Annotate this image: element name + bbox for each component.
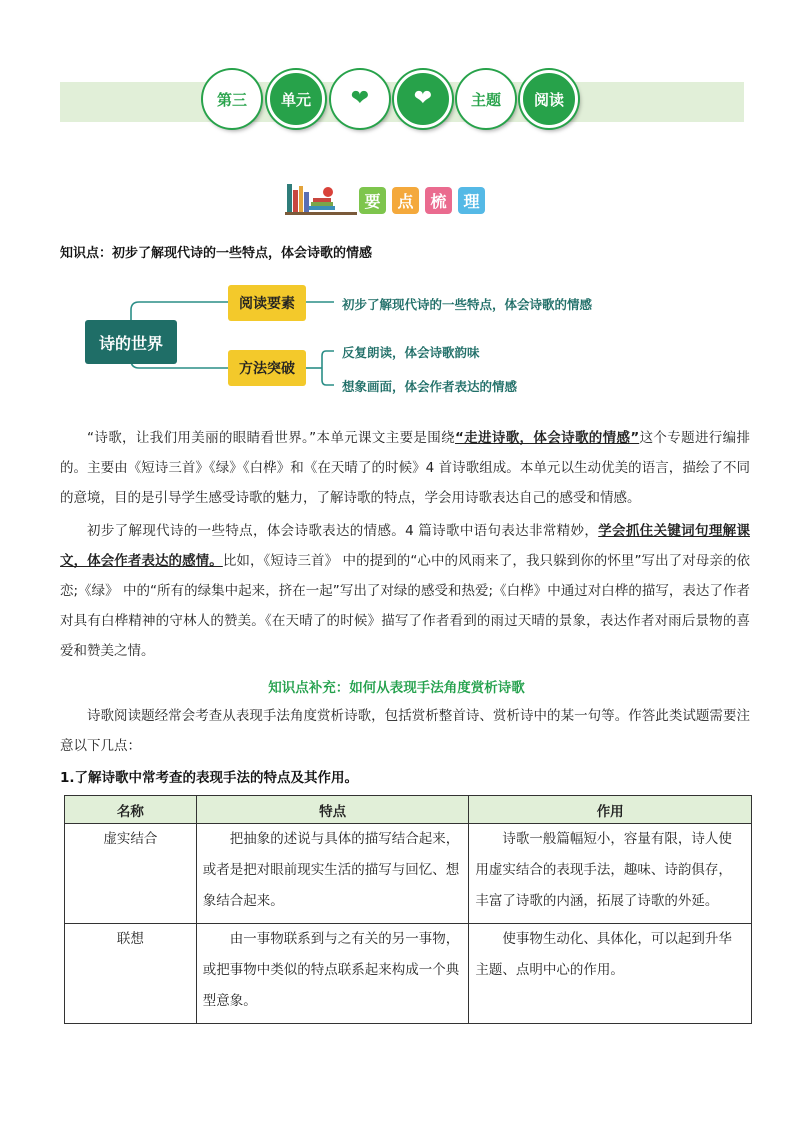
table-header-row <box>65 796 752 824</box>
table-header: 作用 <box>469 796 752 824</box>
table-header: 名称 <box>65 796 197 824</box>
cell-text: 诗歌一般篇幅短小，容量有限，诗人使用虚实结合的表现手法，趣味、诗韵俱存，丰富了诗歌的内涵，拓展了诗歌的外延。 <box>475 831 732 909</box>
cell-text: 把抽象的述说与具体的描写结合起来，或者是把对眼前现实生活的描写与回忆、想象结合起来。 <box>202 831 460 909</box>
banner-circle-heart <box>331 70 389 128</box>
banner-circle-unit-number <box>203 70 261 128</box>
cell-text: 使事物生动化、具体化，可以起到升华主题、点明中心的作用。 <box>475 931 732 978</box>
text: “诗歌，让我们用美丽的眼睛看世界。”本单元课文主要是围绕 <box>87 430 455 446</box>
table-row <box>65 924 752 1024</box>
tile-char: 梳 <box>430 192 447 211</box>
mindmap-branch-reading-elements: 阅读要素 <box>228 285 306 321</box>
table-row <box>65 824 752 924</box>
table-cell-effect <box>469 824 752 924</box>
tile-3 <box>425 187 452 214</box>
table-header: 特点 <box>196 796 469 824</box>
banner-circle-theme <box>457 70 515 128</box>
tile-char: 理 <box>463 192 480 211</box>
supplement-paragraph: 诗歌阅读题经常会考查从表现手法角度赏析诗歌，包括赏析整首诗、赏析诗中的某一句等。作答此类试题需要注意以下几点： <box>60 708 750 754</box>
table-cell-feature <box>196 824 469 924</box>
sub-heading: 1.了解诗歌中常考查的表现手法的特点及其作用。 <box>60 770 359 786</box>
tile-char: 要 <box>364 192 381 211</box>
tile-char: 点 <box>397 192 414 211</box>
mindmap-leaf: 初步了解现代诗的一些特点，体会诗歌的情感 <box>342 297 593 312</box>
banner-circle-heart <box>394 70 452 128</box>
banner-circle-reading <box>520 70 578 128</box>
intro-paragraph-1 <box>60 423 750 513</box>
table-cell-feature <box>196 924 469 1024</box>
books-icon <box>285 180 357 216</box>
tile-2 <box>392 187 419 214</box>
cell-text: 由一事物联系到与之有关的另一事物，或把事物中类似的特点联系起来构成一个典型意象。 <box>202 931 460 1009</box>
knowledge-heading: 知识点：初步了解现代诗的一些特点，体会诗歌的情感 <box>60 246 373 261</box>
tile-1 <box>359 187 386 214</box>
banner-text: 单元 <box>280 90 311 109</box>
banner-text: 主题 <box>470 90 501 109</box>
table-cell-effect <box>469 924 752 1024</box>
heart-icon: ❤ <box>350 86 370 111</box>
mindmap-branch-method: 方法突破 <box>228 350 306 386</box>
banner-text: 第三 <box>216 90 247 109</box>
text: 比如，《短诗三首》 中的提到的“心中的风雨来了，我只躲到你的怀里”写出了对母亲的依恋;《绿》 中的“所有的绿集中起来，挤在一起”写出了对绿的感受和热爱;《白桦》中通过对白桦的描写，表达了作者对具有白桦精神的守林人的赞美。《在天晴了的时候》描写了作者看到的雨过天晴的景象，表达作者对雨后景物的喜爱和赞美之情。 <box>60 553 751 659</box>
intro-paragraph-2 <box>60 516 750 666</box>
emphasis-text: 学会抓住关键词句理解课文，体会作者表达的感情。 <box>60 523 750 569</box>
mindmap-leaf: 想象画面，体会作者表达的情感 <box>342 379 518 394</box>
tile-4 <box>458 187 485 214</box>
text: 这个专题进行编排的。主要由《短诗三首》《绿》《白桦》和《在天晴了的时候》4 首诗歌组成。本单元以生动优美的语言，描绘了不同的意境，目的是引导学生感受诗歌的魅力，了解诗歌的特点，学会用诗歌表达自己的感受和情感。 <box>60 430 750 506</box>
banner-circle-unit <box>267 70 325 128</box>
emphasis-text: “走进诗歌，体会诗歌的情感” <box>454 430 640 446</box>
techniques-table <box>64 795 752 1024</box>
mindmap-leaf: 反复朗读，体会诗歌韵味 <box>342 345 480 360</box>
supplement-title: 知识点补充：如何从表现手法角度赏析诗歌 <box>268 680 525 696</box>
banner-text: 阅读 <box>533 90 564 109</box>
table-cell-name: 联想 <box>65 924 197 1024</box>
mindmap-root: 诗的世界 <box>85 320 177 364</box>
heart-icon: ❤ <box>413 86 433 111</box>
text: 初步了解现代诗的一些特点，体会诗歌表达的情感。4 篇诗歌中语句表达非常精妙， <box>87 523 599 539</box>
table-cell-name: 虚实结合 <box>65 824 197 924</box>
